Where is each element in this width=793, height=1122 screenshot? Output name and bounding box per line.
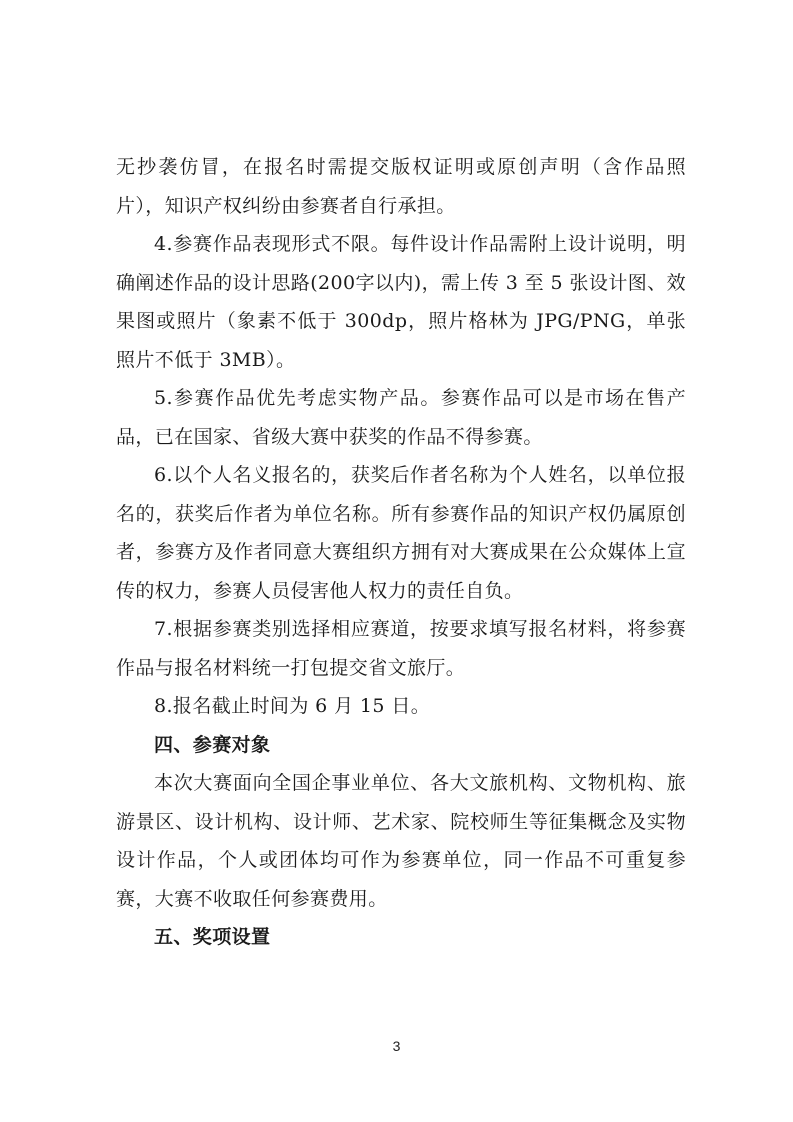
section-heading-participants: 四、参赛对象 bbox=[154, 733, 271, 756]
paragraph-item-7: 7.根据参赛类别选择相应赛道，按要求填写报名材料，将参赛作品与报名材料统一打包提交省文旅厅。 bbox=[116, 618, 686, 679]
paragraph-item-4: 4.参赛作品表现形式不限。每件设计作品需附上设计说明，明确阐述作品的设计思路(200字以内)，需上传 3 至 5 张设计图、效果图或照片（象素不低于 300dp，照片格林为 JPG/PNG，单张照片不低于 3MB）。 bbox=[116, 233, 686, 371]
document-body bbox=[116, 148, 686, 957]
paragraph-copyright-continuation: 无抄袭仿冒，在报名时需提交版权证明或原创声明（含作品照片），知识产权纠纷由参赛者自行承担。 bbox=[116, 156, 686, 217]
section-heading-awards: 五、奖项设置 bbox=[154, 926, 271, 948]
paragraph-participants-body: 本次大赛面向全国企事业单位、各大文旅机构、文物机构、旅游景区、设计机构、设计师、艺术家、院校师生等征集概念及实物设计作品，个人或团体均可作为参赛单位，同一作品不可重复参赛，大赛不收取任何参赛费用。 bbox=[116, 772, 686, 910]
paragraph-item-8: 8.报名截止时间为 6 月 15 日。 bbox=[154, 695, 431, 717]
page-number: 3 bbox=[392, 1038, 401, 1054]
paragraph-item-5: 5.参赛作品优先考虑实物产品。参赛作品可以是市场在售产品，已在国家、省级大赛中获奖的作品不得参赛。 bbox=[116, 387, 686, 448]
paragraph-item-6: 6.以个人名义报名的，获奖后作者名称为个人姓名，以单位报名的，获奖后作者为单位名称。所有参赛作品的知识产权仍属原创者，参赛方及作者同意大赛组织方拥有对大赛成果在公众媒体上宣传的权力，参赛人员侵害他人权力的责任自负。 bbox=[116, 464, 686, 602]
